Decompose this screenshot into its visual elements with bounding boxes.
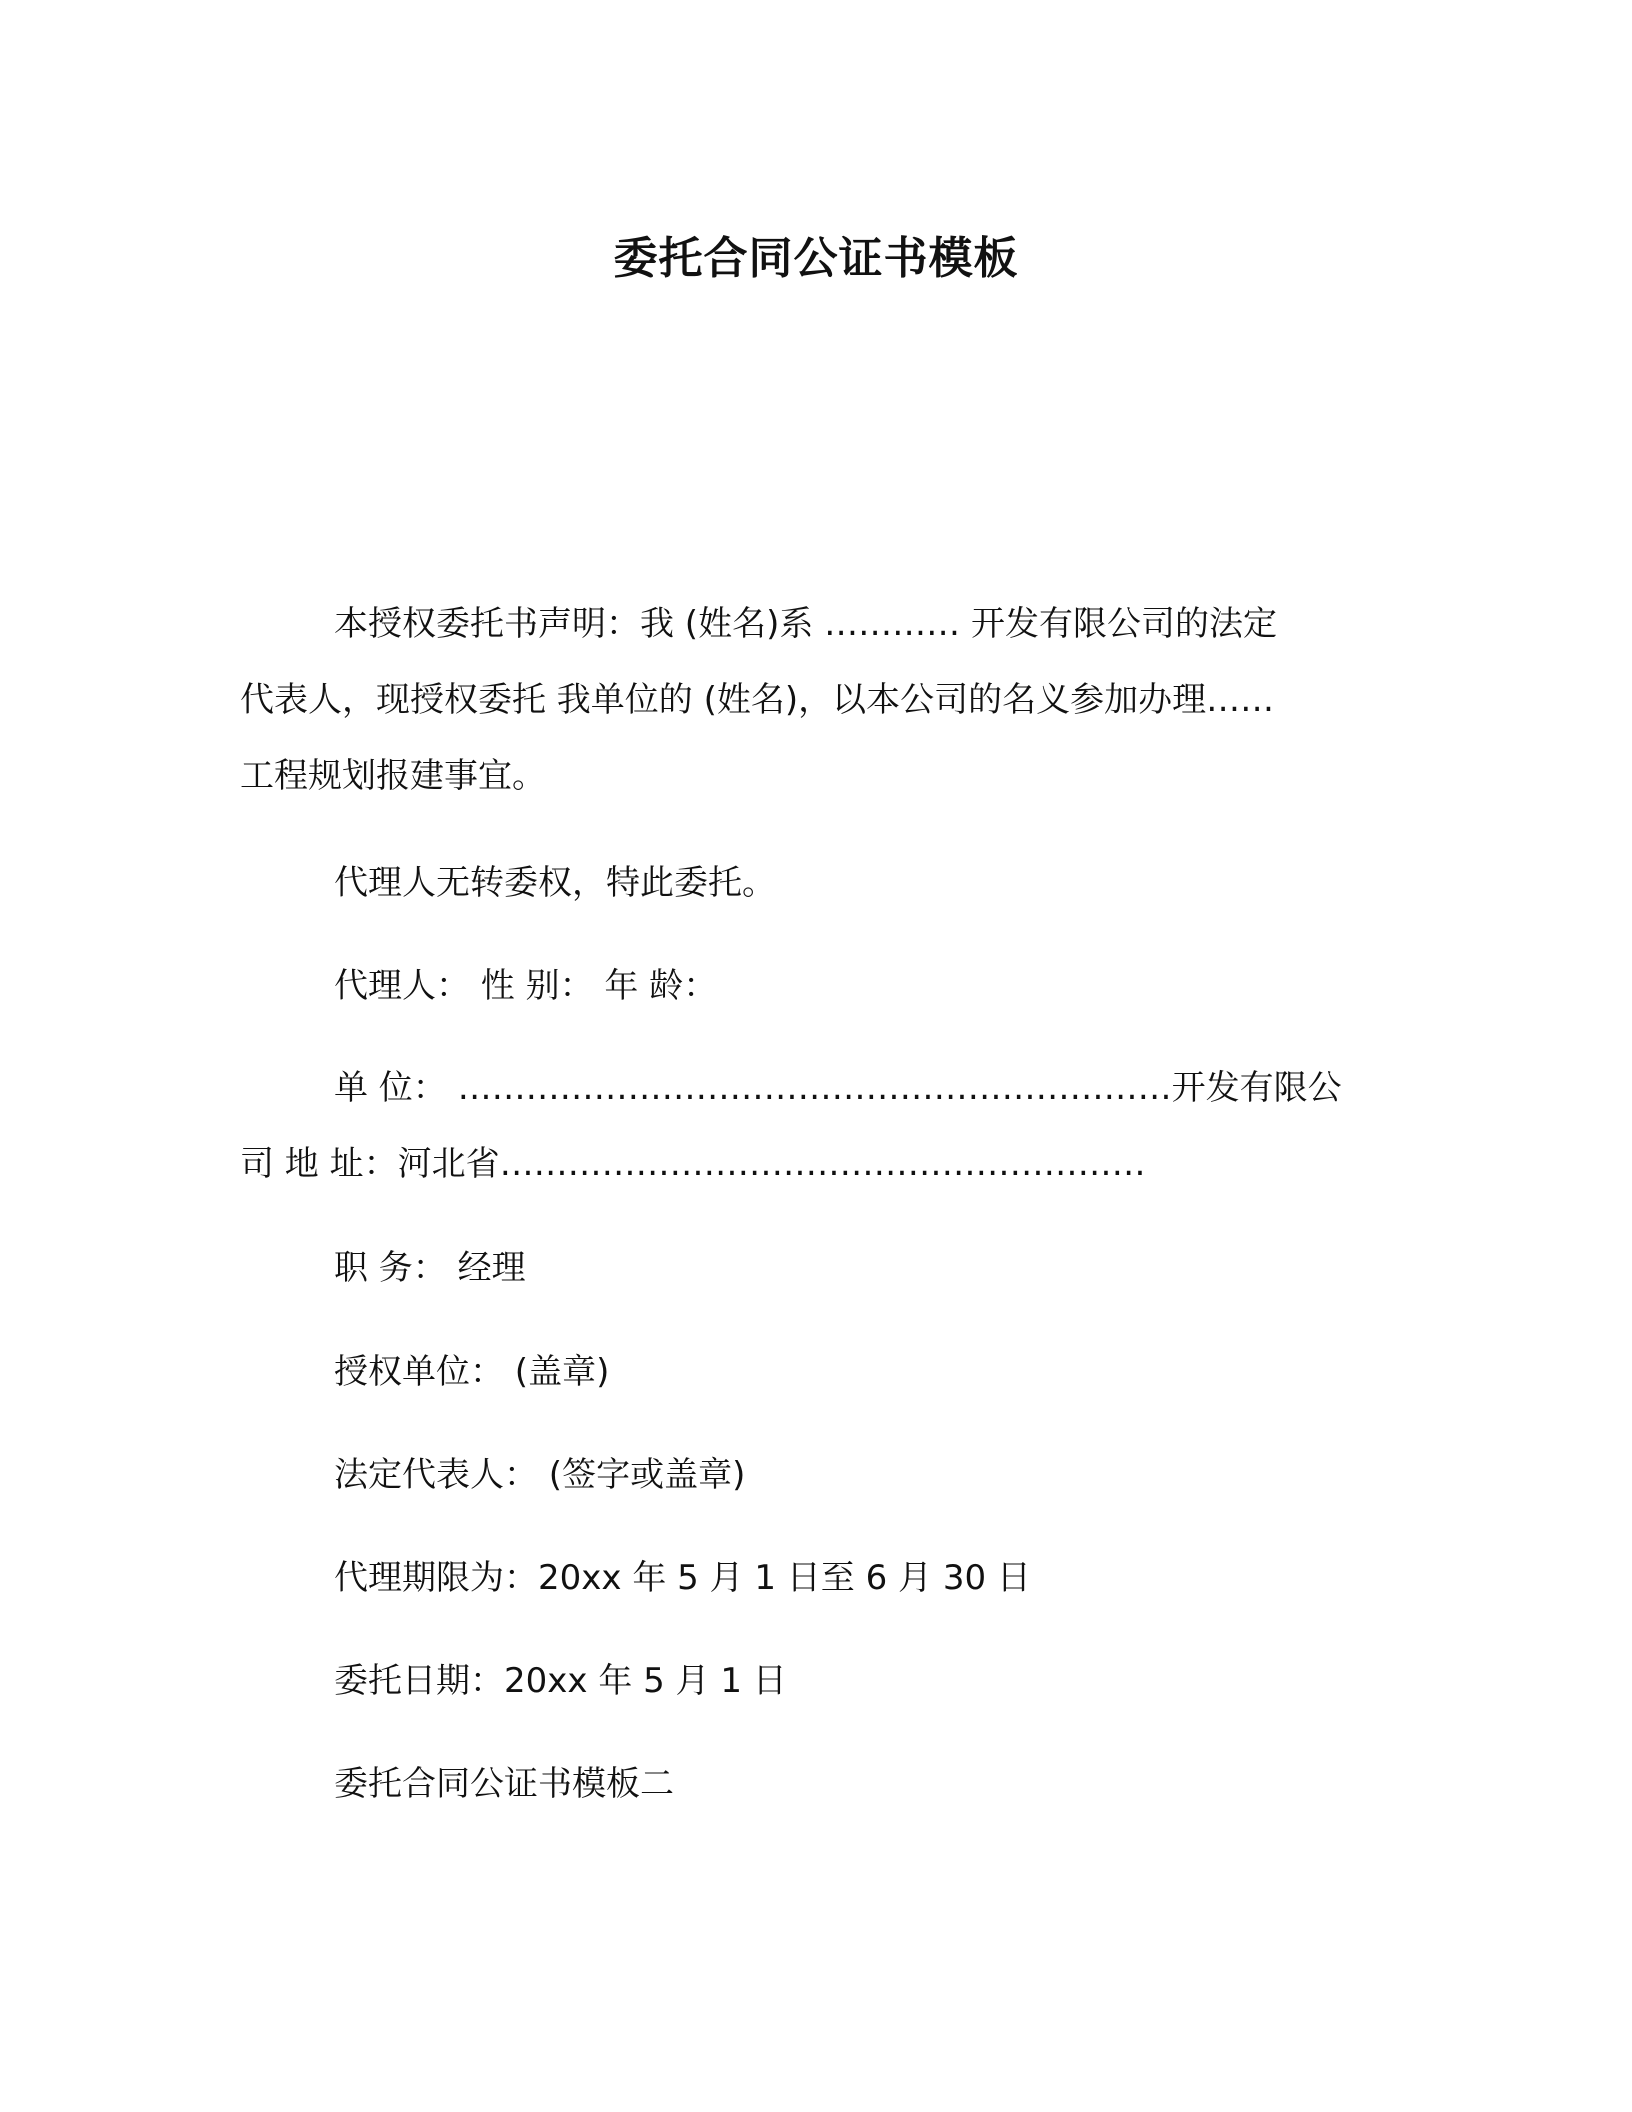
declaration-line-1: 本授权委托书声明：我 (姓名)系 ………… 开发有限公司的法定: [334, 604, 1277, 644]
agency-period-line: 代理期限为：20xx 年 5 月 1 日至 6 月 30 日: [334, 1558, 1031, 1598]
no-delegation-statement: 代理人无转委权，特此委托。: [334, 863, 776, 903]
position-line: 职 务： 经理: [334, 1248, 526, 1288]
declaration-line-2: 代表人，现授权委托 我单位的 (姓名)，以本公司的名义参加办理……: [240, 680, 1275, 720]
legal-representative-line: 法定代表人： (签字或盖章): [334, 1455, 746, 1495]
document-title: 委托合同公证书模板: [613, 233, 1019, 284]
unit-line-2: 司 地 址：河北省…………………………………………………: [240, 1144, 1146, 1184]
agent-info-line: 代理人： 性 别： 年 龄：: [334, 966, 718, 1006]
declaration-line-3: 工程规划报建事宜。: [240, 756, 546, 796]
section-heading-2: 委托合同公证书模板二: [334, 1764, 674, 1804]
unit-line-1: 单 位： ………………………………………………………开发有限公: [334, 1068, 1342, 1108]
entrust-date-line: 委托日期：20xx 年 5 月 1 日: [334, 1661, 787, 1701]
authorizing-unit-line: 授权单位： (盖章): [334, 1352, 610, 1392]
